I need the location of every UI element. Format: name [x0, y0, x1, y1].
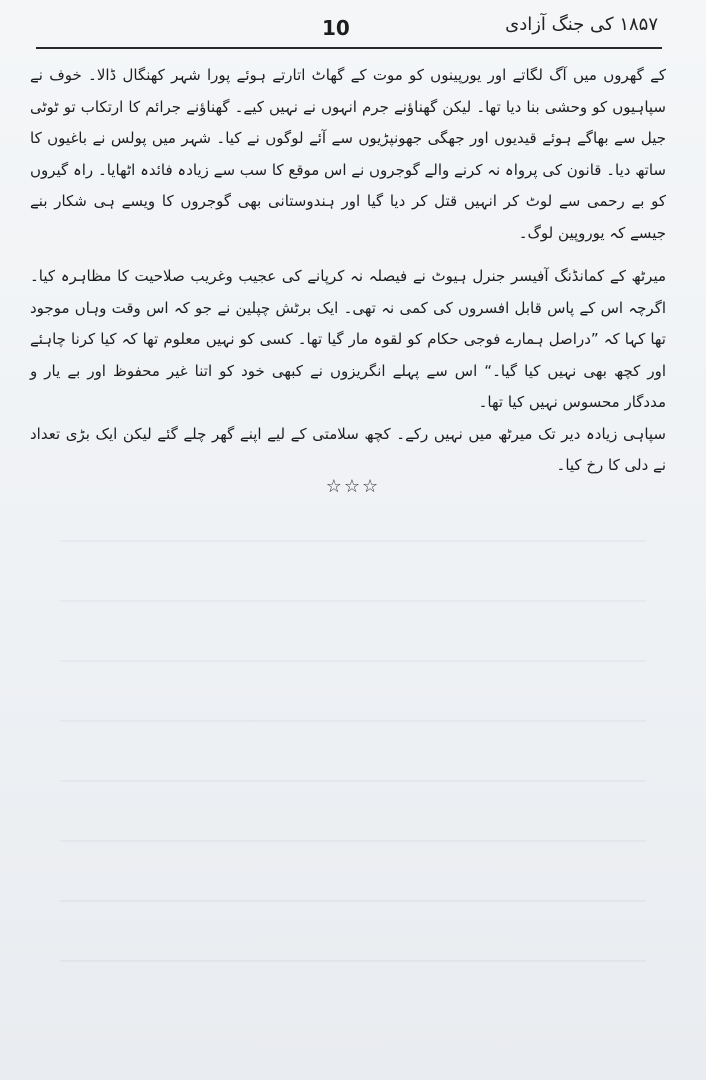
- bleed-through-line: [60, 540, 646, 542]
- paragraph-1: کے گھروں میں آگ لگاتے اور یورپینوں کو موت کے گھاٹ اتارتے ہوئے پورا شہر کھنگال ڈالا۔ خوف نے سپاہیوں کو وحشی بنا دیا تھا۔ لیکن گھناؤنے جرم انہوں نے نہیں کیے۔ گھناؤنے جرائم کا ارتکاب تو ٹوٹی جیل سے بھاگے ہوئے قیدیوں اور جھگی جھونپڑیوں سے آئے لوگوں نے کیا۔ شہر میں پولس نے باغیوں کا ساتھ دیا۔ قانون کی پرواہ نہ کرنے والے گوجروں نے اس موقع کا سب سے زیادہ فائدہ اٹھایا۔ راہ گیروں کو بے رحمی سے لوٹ کر انہیں قتل کر دیا گیا اور ہندوستانی بھی گوجروں کا ویسے ہی شکار بنے جیسے کہ یوروپین لوگ۔: [30, 66, 666, 242]
- bleed-through-line: [60, 840, 646, 842]
- header-divider: [36, 47, 662, 49]
- body-text: [30, 60, 666, 482]
- page-header: [30, 14, 676, 48]
- paragraph-3: سپاہی زیادہ دیر تک میرٹھ میں نہیں رکے۔ کچھ سلامتی کے لیے اپنے گھر چلے گئے لیکن ایک بڑی تعداد نے دلی کا رخ کیا۔: [30, 424, 666, 474]
- running-title: ۱۸۵۷ کی جنگ آزادی: [505, 14, 658, 35]
- bleed-through-line: [60, 720, 646, 722]
- page-number: 10: [322, 16, 350, 40]
- bleed-through-line: [60, 900, 646, 902]
- bleed-through-line: [60, 960, 646, 962]
- bleed-through-line: [60, 600, 646, 602]
- paragraph-2: میرٹھ کے کمانڈنگ آفیسر جنرل ہیوٹ نے فیصلہ نہ کرپانے کی عجیب وغریب صلاحیت کا مظاہرہ کیا۔ اگرچہ اس کے پاس قابل افسروں کی کمی نہ تھی۔ ایک برٹش چپلین نے جو کہ اس وقت وہاں موجود تھا کہا کہ ”دراصل ہمارے فوجی حکام کو لقوہ مار گیا تھا۔ کسی کو نہیں معلوم تھا کہ کیا کرنا چاہئے اور کچھ بھی نہیں کیا گیا۔“ اس سے پہلے انگریزوں نے کبھی خود کو اتنا غیر محفوظ اور بے یار و مددگار محسوس نہیں کیا تھا۔: [30, 267, 666, 411]
- section-separator: ☆☆☆: [325, 476, 381, 497]
- bleed-through-line: [60, 780, 646, 782]
- bleed-through-line: [60, 660, 646, 662]
